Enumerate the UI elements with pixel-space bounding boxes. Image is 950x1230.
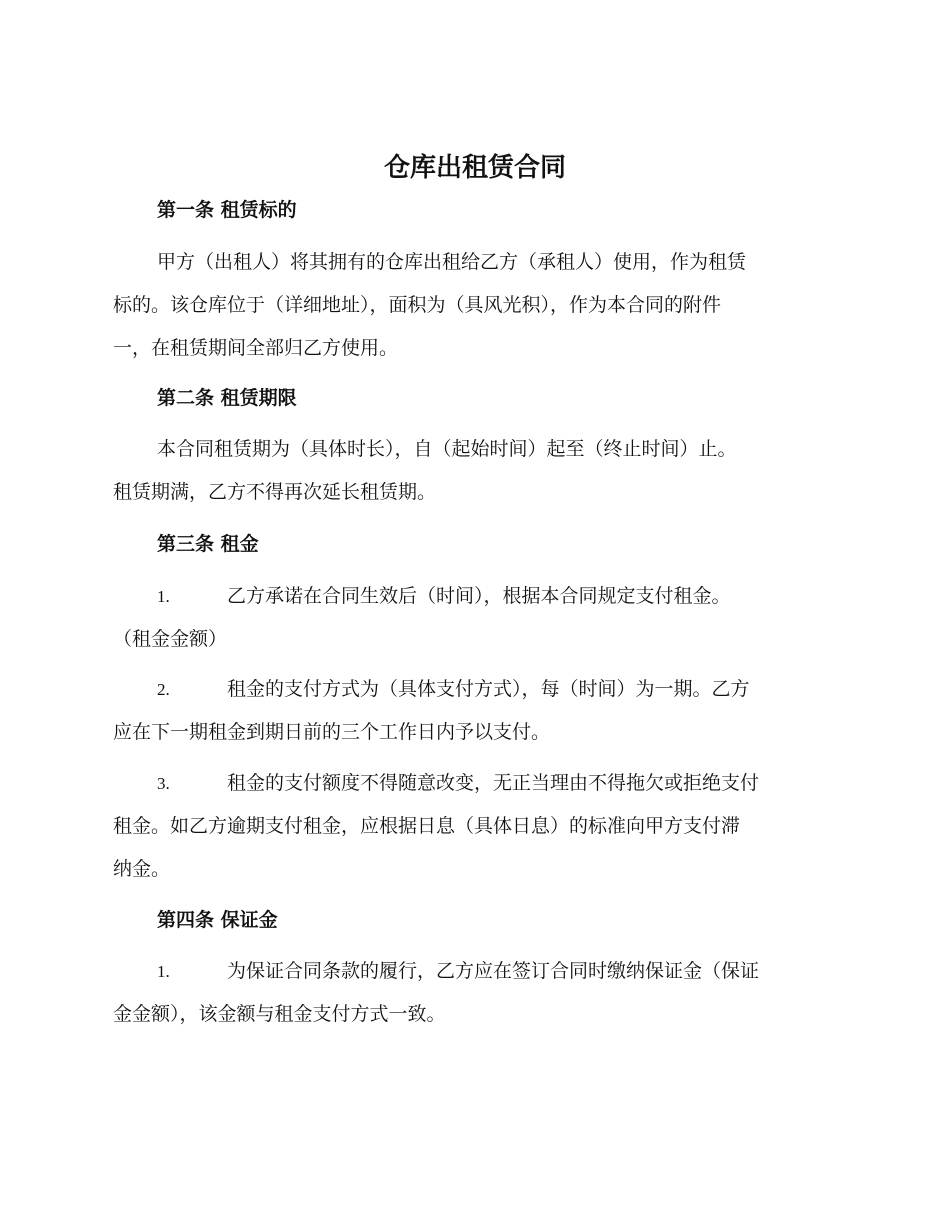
clause-line: 金金额），该金额与租金支付方式一致。 (113, 1003, 446, 1025)
section-heading-3: 第三条 租金 (157, 533, 259, 555)
paragraph-line: 一，在租赁期间全部归乙方使用。 (113, 337, 399, 359)
clause-line: 租金的支付方式为（具体支付方式），每（时间）为一期。乙方 (227, 678, 750, 700)
clause-line: 乙方承诺在合同生效后（时间），根据本合同规定支付租金。 (227, 585, 731, 607)
clause-line: 租金。如乙方逾期支付租金，应根据日息（具体日息）的标准向甲方支付滞 (113, 815, 741, 837)
clause-item-3-1 (113, 575, 833, 661)
clause-line: 为保证合同条款的履行，乙方应在签订合同时缴纳保证金（保证 (227, 960, 760, 982)
clause-number: 1. (157, 962, 170, 981)
paragraph-line: 本合同租赁期为（具体时长），自（起始时间）起至（终止时间）止。 (157, 438, 737, 460)
clause-item-3-2 (113, 668, 833, 754)
paragraph-line: 租赁期满，乙方不得再次延长租赁期。 (113, 481, 437, 503)
clause-number: 2. (157, 680, 170, 699)
paragraph-line: 标的。该仓库位于（详细地址），面积为（具风光积），作为本合同的附件 (113, 294, 722, 316)
section-2-paragraph (113, 428, 833, 514)
clause-line: 应在下一期租金到期日前的三个工作日内予以支付。 (113, 721, 551, 743)
clause-line: 租金的支付额度不得随意改变，无正当理由不得拖欠或拒绝支付 (227, 772, 760, 794)
section-1-paragraph (113, 241, 833, 370)
section-heading-1: 第一条 租赁标的 (157, 199, 297, 221)
paragraph-line: 甲方（出租人）将其拥有的仓库出租给乙方（承租人）使用，作为租赁 (157, 251, 747, 273)
clause-item-4-1 (113, 950, 833, 1036)
clause-line: （租金金额） (113, 628, 228, 650)
section-heading-4: 第四条 保证金 (157, 909, 278, 931)
clause-number: 1. (157, 587, 170, 606)
clause-item-3-3 (113, 762, 833, 891)
section-heading-2: 第二条 租赁期限 (157, 387, 297, 409)
clause-line: 纳金。 (113, 858, 171, 880)
clause-number: 3. (157, 774, 170, 793)
document-title: 仓库出租赁合同 (383, 153, 566, 183)
